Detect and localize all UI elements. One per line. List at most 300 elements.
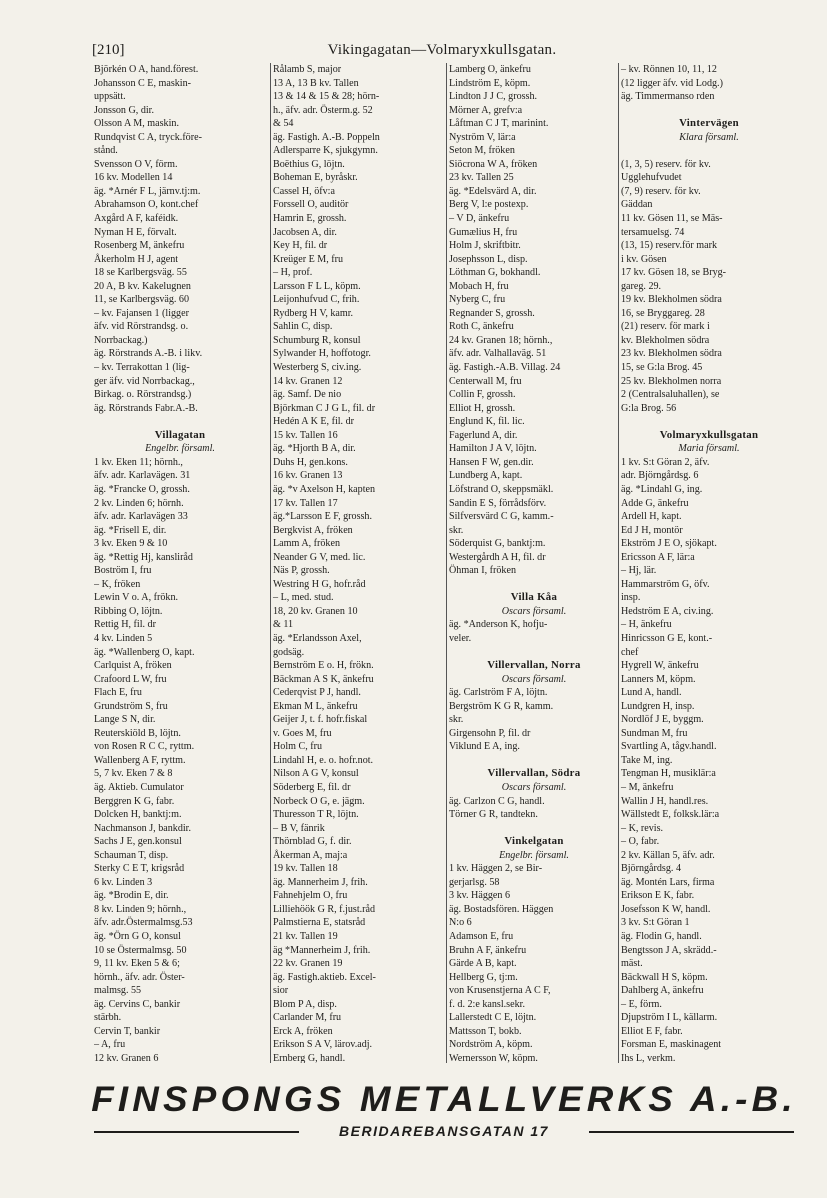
- directory-entry: 2 kv. Linden 6; hörnh.: [94, 497, 184, 509]
- directory-entry: hörnh., äfv. adr. Öster-: [94, 971, 185, 983]
- directory-entry: Crafoord L W, fru: [94, 673, 167, 685]
- directory-entry: Hinricsson G E, kont.-: [621, 632, 713, 644]
- column-4: [618, 63, 797, 1063]
- street-heading: Villa Kåa: [510, 591, 558, 604]
- directory-entry: Regnander S, grossh.: [449, 307, 535, 319]
- directory-entry: Lanners M, köpm.: [621, 673, 696, 685]
- directory-entry: Gumælius H, fru: [449, 226, 518, 238]
- directory-entry: Josefsson K W, handl.: [621, 903, 711, 915]
- directory-entry: Geijer J, t. f. hofr.fiskal: [273, 714, 368, 726]
- street-heading: Vintervägen: [679, 117, 739, 130]
- directory-entry: Sandin E S, förrådsförv.: [449, 497, 547, 509]
- directory-entry: (21) reserv. för mark i: [621, 321, 710, 333]
- directory-entry: mäst.: [621, 958, 643, 970]
- directory-entry: 15 kv. Tallen 16: [273, 429, 338, 441]
- directory-entry: Adde G, änkefru: [621, 497, 689, 509]
- directory-entry: h., äfv. adr. Österm.g. 52: [273, 104, 373, 116]
- directory-entry: Dolcken H, banktj:m.: [94, 809, 182, 821]
- directory-entry: Jonsson G, dir.: [94, 104, 155, 116]
- directory-entry: Gärde A B, kapt.: [449, 958, 517, 970]
- directory-entry: Schauman T, disp.: [94, 849, 169, 861]
- parish-label: Engelbr. församl.: [499, 849, 569, 861]
- directory-entry: Johansson C E, maskin-: [94, 77, 192, 89]
- directory-entry: 12 kv. Granen 6: [94, 1052, 159, 1063]
- directory-entry: Flach E, fru: [94, 687, 142, 699]
- directory-entry: Lallerstedt C E, löjtn.: [449, 1012, 537, 1024]
- directory-entry: Cassel H, öfv:a: [273, 185, 335, 197]
- directory-entry: äg. *Erlandsson Axel,: [273, 632, 362, 644]
- directory-entry: Adlersparre K, sjukgymn.: [273, 145, 378, 157]
- directory-entry: Berggren K G, fabr.: [94, 795, 175, 807]
- directory-entry: Löfstrand O, skeppsmäkl.: [449, 483, 554, 495]
- directory-entry: Lamberg O, änkefru: [449, 64, 531, 75]
- directory-entry: Thuresson T R, löjtn.: [273, 809, 359, 821]
- directory-entry: Silfversvärd C G, kamm.-: [449, 511, 554, 523]
- directory-entry: [621, 415, 797, 429]
- directory-entry: – A, fru: [94, 1039, 126, 1051]
- street-heading: Villervallan, Norra: [487, 659, 581, 672]
- parish-label: Engelbr. församl.: [145, 443, 215, 455]
- directory-entry: stånd.: [94, 145, 118, 157]
- directory-entry: Hammarström G, öfv.: [621, 578, 710, 590]
- directory-entry: gareg. 29.: [621, 280, 662, 292]
- directory-entry: Westerberg S, civ.ing.: [273, 362, 362, 374]
- directory-entry: Cederqvist P J, handl.: [273, 687, 361, 699]
- directory-entry: äg. Flodin G, handl.: [621, 931, 702, 942]
- directory-entry: Bergkvist A, fröken: [273, 524, 353, 536]
- directory-entry: Englund K, fil. lic.: [449, 416, 525, 428]
- directory-entry: Sundman M, fru: [621, 727, 688, 739]
- directory-entry: uppsätt.: [94, 91, 126, 103]
- directory-entry: Lewin V o. A, frökn.: [94, 592, 179, 604]
- directory-entry: 3 kv. S:t Göran 1: [621, 917, 690, 929]
- directory-entry: 2 kv. Källan 5, äfv. adr.: [621, 849, 715, 861]
- directory-entry: 15, se G:la Brog. 45: [621, 362, 703, 374]
- directory-entry: tersamuelsg. 74: [621, 226, 685, 238]
- directory-entry: äg. *Francke O, grossh.: [94, 483, 190, 495]
- directory-entry: Nordström A, köpm.: [449, 1039, 533, 1051]
- directory-entry: 16 kv. Granen 13: [273, 470, 343, 482]
- directory-entry: äfv. adr. Karlavägen. 31: [94, 470, 191, 482]
- directory-entry: Sachs J E, gen.konsul: [94, 836, 182, 848]
- directory-entry: Holm J, skriftbitr.: [449, 240, 521, 252]
- directory-entry: Fahnehjelm O, fru: [273, 890, 348, 902]
- directory-entry: [621, 104, 797, 118]
- directory-entry: Fagerlund A, dir.: [449, 429, 518, 441]
- directory-entry: Elliot E F, fabr.: [621, 1025, 683, 1037]
- directory-entry: Norbeck O G, e. jägm.: [273, 795, 365, 807]
- directory-columns: [94, 63, 794, 1063]
- directory-entry: – K, fröken: [94, 578, 141, 590]
- directory-entry: 3 kv. Häggen 6: [449, 890, 511, 902]
- directory-entry: Löthman G, bokhandl.: [449, 267, 541, 279]
- directory-entry: Sterky C E T, krigsråd: [94, 863, 185, 875]
- directory-entry: äg. *Lindahl G, ing.: [621, 483, 703, 495]
- directory-entry: 11 kv. Gösen 11, se Mäs-: [621, 213, 723, 225]
- directory-entry: (13, 15) reserv.för mark: [621, 240, 718, 252]
- directory-entry: 17 kv. Tallen 17: [273, 497, 338, 509]
- directory-entry: Mörner A, grefv:a: [449, 104, 523, 116]
- directory-entry: äg. *Örn G O, konsul: [94, 931, 181, 942]
- directory-entry: äg. Fastigh.aktieb. Excel-: [273, 971, 376, 983]
- directory-entry: äg. Bostadsfören. Häggen: [449, 903, 554, 915]
- page-header: [92, 40, 792, 60]
- directory-entry: Ugglehufvudet: [621, 172, 682, 184]
- directory-entry: Gäddan: [621, 199, 653, 211]
- directory-entry: Norrbackag.): [94, 334, 148, 346]
- directory-entry: Sylwander H, hoffotogr.: [273, 348, 371, 360]
- directory-entry: Hellberg G, tj:m.: [449, 971, 518, 983]
- directory-entry: äg. *Frisell E, dir.: [94, 524, 167, 536]
- running-title: Vikingagatan—Volmaryxkullsgatan.: [327, 42, 557, 58]
- directory-entry: Lindahl H, e. o. hofr.not.: [273, 754, 374, 766]
- directory-entry: Palmstierna E, statsråd: [273, 917, 366, 929]
- directory-entry: G:la Brog. 56: [621, 402, 677, 414]
- directory-entry: äg.*Larsson E F, grossh.: [273, 511, 373, 523]
- directory-entry: veler.: [449, 632, 472, 644]
- directory-entry: Westring H G, hofr.råd: [273, 578, 366, 590]
- column-2: [270, 63, 447, 1063]
- directory-entry: Centerwall M, fru: [449, 375, 522, 387]
- directory-entry: Hygrell W, änkefru: [621, 660, 699, 672]
- directory-entry: Låftman C J T, marinint.: [449, 118, 549, 130]
- directory-entry: Nordlöf J E, byggm.: [621, 714, 704, 726]
- directory-entry: äfv. adr.Östermalmsg.53: [94, 917, 193, 929]
- directory-entry: 19 kv. Tallen 18: [273, 863, 338, 875]
- directory-entry: 24 kv. Granen 18; hörnh.,: [449, 334, 553, 346]
- directory-entry: Carlander M, fru: [273, 1012, 342, 1024]
- directory-entry: Ericsson A F, lär:a: [621, 551, 695, 563]
- directory-entry: (1, 3, 5) reserv. för kv.: [621, 158, 711, 170]
- directory-entry: Ekström J E O, sjökapt.: [621, 538, 717, 550]
- page-number: [210]: [92, 42, 125, 58]
- directory-entry: Holm C, fru: [273, 741, 323, 753]
- directory-entry: äg. Fastigh.-A.B. Villag. 24: [449, 362, 561, 374]
- directory-entry: [94, 415, 266, 429]
- directory-entry: Girgensohn P, fil. dr: [449, 727, 531, 739]
- directory-entry: Wernersson W, köpm.: [449, 1052, 538, 1063]
- directory-entry: 20 A, B kv. Kakelugnen: [94, 280, 191, 292]
- directory-entry: – kv. Fajansen 1 (ligger: [94, 307, 189, 319]
- directory-entry: Hedén A K E, fil. dr: [273, 416, 355, 428]
- directory-entry: godsäg.: [273, 646, 305, 658]
- directory-entry: Åkerholm H J, agent: [94, 253, 179, 265]
- street-heading: Volmaryxkullsgatan: [659, 428, 759, 441]
- directory-entry: – H, prof.: [273, 267, 313, 279]
- directory-entry: [449, 822, 619, 836]
- directory-entry: 16, se Bryggareg. 28: [621, 307, 705, 319]
- directory-entry: & 54: [273, 118, 294, 130]
- directory-entry: 1 kv. S:t Göran 2, äfv.: [621, 456, 710, 468]
- directory-entry: Erikson S A V, lärov.adj.: [273, 1039, 373, 1051]
- parish-label: Oscars församl.: [501, 605, 567, 617]
- parish-label: Maria församl.: [678, 443, 740, 455]
- directory-entry: Wallin J H, handl.res.: [621, 795, 709, 807]
- column-1: [94, 63, 266, 1063]
- directory-entry: 9, 11 kv. Eken 5 & 6;: [94, 958, 180, 970]
- parish-label: Oscars församl.: [501, 673, 567, 685]
- directory-entry: Hamilton J A V, löjtn.: [449, 443, 537, 455]
- directory-entry: Cervin T, bankir: [94, 1025, 161, 1037]
- directory-entry: Olsson A M, maskin.: [94, 118, 179, 130]
- column-3: [446, 63, 619, 1063]
- directory-entry: Bäckman A S K, änkefru: [273, 673, 374, 685]
- directory-entry: Kreüger E M, fru: [273, 253, 344, 265]
- directory-entry: (12 ligger äfv. vid Lodg.): [621, 77, 723, 89]
- directory-entry: 11, se Karlbergsväg. 60: [94, 294, 190, 306]
- directory-entry: 1 kv. Eken 11; hörnh.,: [94, 456, 183, 468]
- street-heading: Villervallan, Södra: [487, 767, 581, 780]
- directory-entry: Blom P A, disp.: [273, 998, 337, 1010]
- directory-entry: Nyberg C, fru: [449, 294, 506, 306]
- directory-entry: Lundberg A, kapt.: [449, 470, 523, 482]
- directory-entry: gerjarlsg. 58: [449, 876, 500, 888]
- directory-entry: 23 kv. Tallen 25: [449, 172, 514, 184]
- directory-entry: [449, 646, 619, 660]
- directory-entry: Mobach H, fru: [449, 280, 509, 292]
- ad-address-line: [94, 1122, 794, 1140]
- directory-entry: 14 kv. Granen 12: [273, 375, 343, 387]
- directory-entry: Söderquist G, banktj:m.: [449, 538, 546, 550]
- parish-label: Klara församl.: [679, 131, 739, 143]
- directory-entry: Dahlberg A, änkefru: [621, 985, 704, 997]
- street-heading: Vinkelgatan: [504, 835, 564, 848]
- directory-entry: 10 se Östermalmsg. 50: [94, 944, 187, 956]
- directory-entry: Nyström V, lär:a: [449, 131, 516, 143]
- directory-entry: Hamrin E, grossh.: [273, 213, 347, 225]
- directory-entry: Wallenberg A F, ryttm.: [94, 754, 186, 766]
- directory-entry: Grundström S, fru: [94, 700, 168, 712]
- directory-entry: Rosenberg M, änkefru: [94, 240, 185, 252]
- directory-entry: Seton M, fröken: [449, 145, 515, 157]
- directory-entry: äg. *Edelsvärd A, dir.: [449, 185, 537, 197]
- directory-entry: 13 A, 13 B kv. Tallen: [273, 77, 359, 89]
- directory-entry: Boström I, fru: [94, 565, 152, 577]
- directory-entry: chef: [621, 646, 639, 658]
- directory-entry: Erck A, fröken: [273, 1025, 333, 1037]
- ad-rule-right: [589, 1131, 794, 1133]
- directory-entry: äfv. vid Rörstrandsg. o.: [94, 321, 189, 333]
- directory-entry: äg. Rörstrands Fabr.A.-B.: [94, 402, 198, 414]
- directory-entry: – H, änkefru: [621, 619, 672, 631]
- directory-entry: Bäckwall H S, köpm.: [621, 971, 708, 983]
- directory-entry: Roth C, änkefru: [449, 321, 514, 333]
- directory-entry: äg. Mannerheim J, frih.: [273, 876, 368, 888]
- directory-entry: Schumburg R, konsul: [273, 334, 361, 346]
- ad-rule-left: [94, 1131, 299, 1133]
- directory-entry: 19 kv. Blekholmen södra: [621, 294, 722, 306]
- directory-entry: Hansen F W, gen.dir.: [449, 456, 534, 468]
- directory-entry: Forssell O, auditör: [273, 199, 349, 211]
- directory-entry: äg *Mannerheim J, frih.: [273, 944, 371, 956]
- directory-entry: Mattsson T, bokb.: [449, 1025, 522, 1037]
- directory-entry: Ekman M L, änkefru: [273, 700, 358, 712]
- directory-entry: Åkerman A, maj:a: [273, 849, 348, 861]
- directory-entry: Nilson A G V, konsul: [273, 768, 359, 780]
- directory-entry: Bernström E o. H, frökn.: [273, 660, 374, 672]
- directory-entry: Boheman E, byråskr.: [273, 172, 358, 184]
- directory-entry: Westergårdh A H, fil. dr: [449, 551, 546, 563]
- directory-entry: – L, med. stud.: [273, 592, 334, 604]
- directory-entry: äg. *Anderson K, hofju-: [449, 619, 548, 631]
- advertisement: [91, 1080, 797, 1140]
- directory-entry: 21 kv. Tallen 19: [273, 931, 338, 942]
- directory-entry: äg. Rörstrands A.-B. i likv.: [94, 348, 203, 360]
- directory-entry: Nyman H E, förvalt.: [94, 226, 177, 238]
- directory-entry: 18 se Karlbergsväg. 55: [94, 267, 187, 279]
- directory-entry: – V D, änkefru: [449, 213, 510, 225]
- directory-entry: Hedström E A, civ.ing.: [621, 605, 714, 617]
- directory-entry: Öhman I, fröken: [449, 565, 516, 577]
- directory-entry: äg. Fastigh. A.-B. Poppeln: [273, 131, 380, 143]
- street-heading: Villagatan: [154, 428, 206, 441]
- directory-entry: Leijonhufvud C, frih.: [273, 294, 360, 306]
- directory-entry: [621, 144, 797, 158]
- directory-entry: Neander G V, med. lic.: [273, 551, 366, 563]
- directory-entry: äg. *Hjorth B A, dir.: [273, 443, 356, 455]
- directory-entry: Viklund E A, ing.: [449, 741, 520, 753]
- directory-entry: 6 kv. Linden 3: [94, 876, 153, 888]
- directory-entry: von Rosen R C C, ryttm.: [94, 741, 195, 753]
- directory-entry: skr.: [449, 524, 464, 536]
- directory-entry: [449, 754, 619, 768]
- directory-entry: 25 kv. Blekholmen norra: [621, 375, 722, 387]
- directory-entry: 17 kv. Gösen 18, se Bryg-: [621, 267, 727, 279]
- directory-entry: Rettig H, fil. dr: [94, 619, 156, 631]
- directory-entry: v. Goes M, fru: [273, 727, 332, 739]
- directory-entry: Ardell H, kapt.: [621, 511, 682, 523]
- directory-entry: Björkman C J G L, fil. dr: [273, 402, 376, 414]
- directory-entry: Siöcrona W A, fröken: [449, 158, 538, 170]
- directory-entry: Reuterskiöld B, löjtn.: [94, 727, 181, 739]
- directory-entry: – O, fabr.: [621, 836, 660, 848]
- directory-entry: Carlquist A, fröken: [94, 660, 172, 672]
- directory-entry: Svensson O V, förm.: [94, 158, 178, 170]
- directory-entry: äfv. adr. Karlavägen 33: [94, 511, 188, 523]
- directory-entry: Björngårdsg. 4: [621, 863, 681, 875]
- directory-entry: äg. *Wallenberg O, kapt.: [94, 646, 195, 658]
- directory-entry: Ernberg G, handl.: [273, 1052, 346, 1063]
- directory-entry: Lund A, handl.: [621, 687, 682, 699]
- directory-entry: – B V, fänrik: [273, 822, 325, 834]
- directory-entry: Bergström K G R, kamm.: [449, 700, 554, 712]
- directory-entry: äg. Samf. De nio: [273, 389, 342, 401]
- directory-entry: Djupström I L, källarm.: [621, 1012, 718, 1024]
- parish-label: Oscars församl.: [501, 781, 567, 793]
- directory-entry: Ribbing O, löjtn.: [94, 605, 163, 617]
- directory-entry: Bruhn A F, änkefru: [449, 944, 527, 956]
- directory-entry: – E, förm.: [621, 998, 662, 1010]
- directory-entry: Key H, fil. dr: [273, 240, 328, 252]
- directory-entry: N:o 6: [449, 917, 472, 929]
- directory-entry: Björkén O A, hand.förest.: [94, 64, 199, 75]
- directory-entry: Nachmanson J, bankdir.: [94, 822, 191, 834]
- directory-entry: Lange S N, dir.: [94, 714, 156, 726]
- directory-entry: 8 kv. Linden 9; hörnh.,: [94, 903, 187, 915]
- directory-entry: – kv. Rönnen 10, 11, 12: [621, 64, 717, 75]
- directory-entry: Bengtsson J A, skrädd.-: [621, 944, 717, 956]
- directory-entry: 5, 7 kv. Eken 7 & 8: [94, 768, 173, 780]
- directory-entry: Rydberg H V, kamr.: [273, 307, 354, 319]
- directory-entry: (7, 9) reserv. för kv.: [621, 185, 701, 197]
- directory-entry: Lilliehöök G R, f.just.råd: [273, 903, 376, 915]
- directory-entry: äg. Aktieb. Cumulator: [94, 781, 184, 793]
- directory-entry: Näs P, grossh.: [273, 565, 330, 577]
- directory-entry: adr. Björngårdsg. 6: [621, 470, 699, 482]
- directory-entry: Wällstedt E, folksk.lär:a: [621, 809, 720, 821]
- directory-entry: Ihs L, verkm.: [621, 1052, 676, 1063]
- directory-entry: f. d. 2:e kansl.sekr.: [449, 998, 525, 1010]
- directory-entry: Berg V, l:e postexp.: [449, 199, 529, 211]
- directory-entry: Ed J H, montör: [621, 524, 683, 536]
- directory-entry: Jacobsen A, dir.: [273, 226, 337, 238]
- directory-entry: Svartling A, tågv.handl.: [621, 741, 717, 753]
- directory-entry: Rundqvist C A, tryck.före-: [94, 131, 202, 143]
- directory-entry: insp.: [621, 592, 641, 604]
- directory-entry: äg. *v Axelson H, kapten: [273, 483, 376, 495]
- directory-entry: [449, 578, 619, 592]
- directory-entry: Thörnblad G, f. dir.: [273, 836, 352, 848]
- directory-entry: stärbh.: [94, 1012, 122, 1024]
- directory-entry: Boëthius G, löjtn.: [273, 158, 345, 170]
- directory-entry: 1 kv. Häggen 2, se Bir-: [449, 863, 543, 875]
- ad-address: BERIDAREBANSGATAN 17: [339, 1123, 549, 1139]
- directory-entry: Josephsson L, disp.: [449, 253, 528, 265]
- ad-company-name: FINSPONGS METALLVERKS A.-B.: [91, 1080, 797, 1119]
- directory-entry: kv. Blekholmen södra: [621, 334, 710, 346]
- directory-entry: von Krusenstjerna A C F,: [449, 985, 551, 997]
- directory-entry: sior: [273, 985, 289, 997]
- directory-entry: Elliot H, grossh.: [449, 402, 516, 414]
- directory-entry: i kv. Gösen: [621, 253, 667, 265]
- directory-entry: Lundgren H, insp.: [621, 700, 695, 712]
- directory-entry: Duhs H, gen.kons.: [273, 456, 348, 468]
- directory-entry: äg. *Arnér F L, järnv.tj:m.: [94, 185, 201, 197]
- directory-entry: 18, 20 kv. Granen 10: [273, 605, 358, 617]
- directory-entry: Rålamb S, major: [273, 64, 342, 75]
- directory-entry: Collin F, grossh.: [449, 389, 516, 401]
- directory-entry: Birkag. o. Rörstrandsg.): [94, 389, 192, 401]
- directory-entry: 13 & 14 & 15 & 28; hörn-: [273, 91, 380, 103]
- directory-entry: Take M, ing.: [621, 754, 673, 766]
- directory-entry: äg. Montén Lars, firma: [621, 876, 715, 888]
- directory-entry: äfv. adr. Valhallaväg. 51: [449, 348, 547, 360]
- directory-entry: 2 (Centralsaluhallen), se: [621, 389, 720, 401]
- directory-entry: äg. Carlström F A, löjtn.: [449, 687, 548, 699]
- directory-entry: Forsman E, maskinagent: [621, 1039, 722, 1051]
- directory-entry: skr.: [449, 714, 464, 726]
- directory-entry: Abrahamson O, kont.chef: [94, 199, 199, 211]
- directory-entry: Lindton J J C, grossh.: [449, 91, 538, 103]
- directory-entry: ger äfv. vid Norrbackag.,: [94, 375, 195, 387]
- directory-entry: – Hj, lär.: [621, 565, 657, 577]
- directory-entry: Lindström E, köpm.: [449, 77, 531, 89]
- directory-entry: äg. *Brodin E, dir.: [94, 890, 169, 902]
- directory-entry: Erikson E K, fabr.: [621, 890, 695, 902]
- directory-entry: Söderberg E, fil. dr: [273, 781, 351, 793]
- directory-entry: 16 kv. Modellen 14: [94, 172, 173, 184]
- directory-entry: 4 kv. Linden 5: [94, 632, 153, 644]
- directory-entry: – kv. Terrakottan 1 (lig-: [94, 362, 190, 374]
- directory-entry: – K, revis.: [621, 822, 664, 834]
- directory-entry: Adamson E, fru: [449, 931, 514, 942]
- directory-entry: 3 kv. Eken 9 & 10: [94, 538, 168, 550]
- directory-entry: 22 kv. Granen 19: [273, 958, 343, 970]
- directory-entry: malmsg. 55: [94, 985, 142, 997]
- directory-entry: Lamm A, fröken: [273, 538, 340, 550]
- directory-entry: äg. *Rettig Hj, kanslіråd: [94, 551, 193, 563]
- directory-entry: äg. Cervins C, bankir: [94, 998, 181, 1010]
